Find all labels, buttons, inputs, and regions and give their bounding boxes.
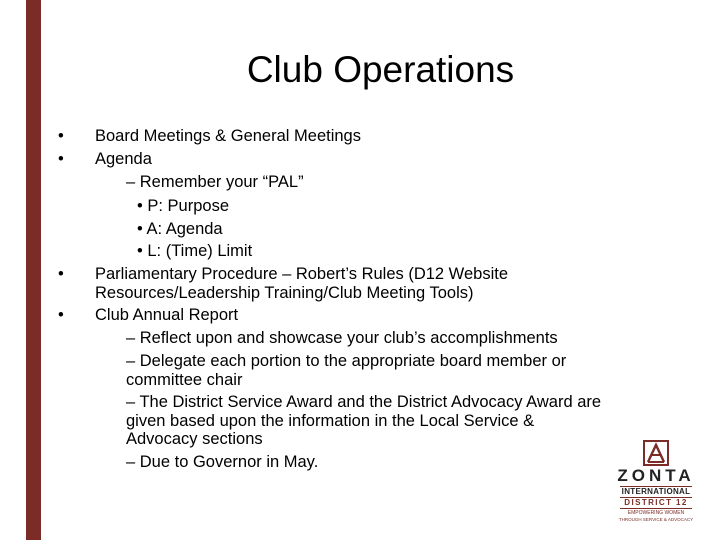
sub-list-item: – Delegate each portion to the appropriate board member or [126,352,567,370]
bullet-icon: • [58,127,64,145]
zonta-logo [616,440,696,526]
list-item: Board Meetings & General Meetings [95,127,361,145]
slide-title: Club Operations [246,49,515,90]
logo-district: DISTRICT 12 [624,498,688,507]
sub-sub-list-item: • L: (Time) Limit [137,242,253,260]
list-item: Agenda [95,150,152,168]
sub-list-item: – Reflect upon and showcase your club’s accomplishments [126,329,558,347]
logo-divider [620,508,692,509]
decorative-sidebar [26,0,41,540]
logo-name: ZONTA [617,466,695,485]
list-item: Parliamentary Procedure – Robert’s Rules (D12 Website [95,265,508,283]
sub-list-item: – Due to Governor in May. [126,453,319,471]
sub-sub-list-item: • A: Agenda [137,220,223,238]
sub-list-item: – Remember your “PAL” [126,173,304,191]
bullet-icon: • [58,265,64,283]
sub-list-item-continued: Advocacy sections [126,430,263,448]
logo-subtitle: INTERNATIONAL [621,487,691,496]
logo-tagline-2: THROUGH SERVICE & ADVOCACY [618,517,694,522]
sub-sub-list-item: • P: Purpose [137,197,229,215]
list-item: Club Annual Report [95,306,239,324]
zonta-emblem-icon [643,440,669,466]
sub-list-item: – The District Service Award and the District Advocacy Award are [126,393,602,411]
logo-tagline: EMPOWERING WOMEN [627,510,685,516]
bullet-icon: • [58,306,64,324]
list-item-continued: Resources/Leadership Training/Club Meeting Tools) [95,284,474,302]
sub-list-item-continued: committee chair [126,371,243,389]
bullet-icon: • [58,150,64,168]
sub-list-item-continued: given based upon the information in the Local Service & [126,412,535,430]
